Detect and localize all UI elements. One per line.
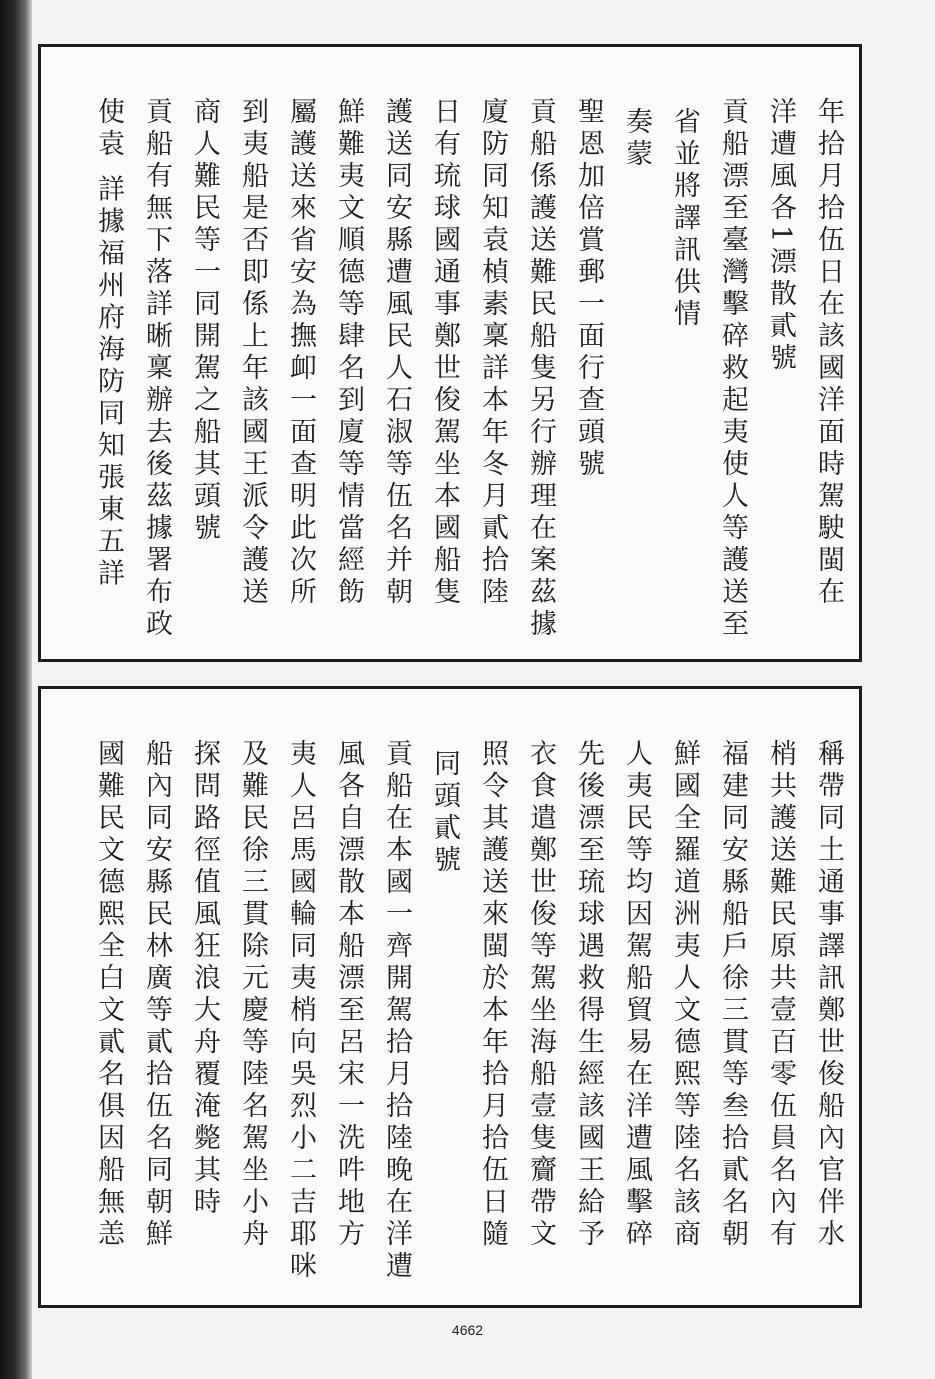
text-column: 先後漂至琉球遇救得生經該國王給予 <box>573 739 604 1251</box>
text-column: 貢船漂至臺灣擊碎救起夷使人等護送至 <box>717 97 748 641</box>
text-column: 使袁 詳據福州府海防同知張東五詳 <box>93 97 124 591</box>
text-column: 梢共護送難民原共壹百零伍員名內有 <box>765 739 796 1251</box>
text-column: 稱帶同土通事譯訊鄭世俊船內官伴水 <box>813 739 844 1251</box>
book-binding-shadow <box>0 0 32 1379</box>
text-column: 到夷船是否即係上年該國王派令護送 <box>237 97 268 609</box>
text-column: 船內同安縣民林廣等貳拾伍名同朝鮮 <box>141 739 172 1251</box>
text-column: 商人難民等一同開駕之船其頭號 <box>189 97 220 545</box>
text-column: 貢船係護送難民船隻另行辦理在案茲據 <box>525 97 556 641</box>
text-column: 省並將譯訊供情 <box>669 107 700 331</box>
text-column: 聖恩加倍賞郵一面行查頭號 <box>573 97 604 481</box>
text-column: 風各自漂散本船漂至呂宋一洗吽地方 <box>333 739 364 1251</box>
text-column: 屬護送來省安為撫卹一面查明此次所 <box>285 97 316 609</box>
text-column: 貢船在本國一齊開駕拾月拾陸晚在洋遭 <box>381 739 412 1283</box>
text-column: 人夷民等均因駕船貿易在洋遭風擊碎 <box>621 739 652 1251</box>
text-column: 奏蒙 <box>621 107 652 171</box>
text-column: 照令其護送來閩於本年拾月拾伍日隨 <box>477 739 508 1251</box>
text-column: 國難民文德熙全白文貳名俱因船無恙 <box>93 739 124 1251</box>
text-column: 及難民徐三貫除元慶等陸名駕坐小舟 <box>237 739 268 1251</box>
text-column: 廈防同知袁楨素稟詳本年冬月貳拾陸 <box>477 97 508 609</box>
text-column: 夷人呂馬國輪同夷梢向吳烈小二吉耶咪 <box>285 739 316 1283</box>
text-column: 鮮國全羅道洲夷人文德熙等陸名該商 <box>669 739 700 1251</box>
text-column: 日有琉球國通事鄭世俊駕坐本國船隻 <box>429 97 460 609</box>
text-column: 鮮難夷文順德等肆名到廈等情當經飭 <box>333 97 364 609</box>
lower-document-panel <box>38 686 862 1308</box>
page-number: 4662 <box>451 1322 484 1338</box>
text-column: 年拾月拾伍日在該國洋面時駕駛閩在 <box>813 97 844 609</box>
text-column: 探問路徑值風狂浪大舟覆淹斃其時 <box>189 739 220 1219</box>
text-column: 衣食遣鄭世俊等駕坐海船壹隻齎帶文 <box>525 739 556 1251</box>
text-column: 護送同安縣遭風民人石淑等伍名并朝 <box>381 97 412 609</box>
text-column: 貢船有無下落詳晰稟辦去後茲據署布政 <box>141 97 172 641</box>
text-column: 同頭貳號 <box>429 749 460 877</box>
upper-document-panel <box>38 44 862 662</box>
text-column: 福建同安縣船戶徐三貫等叁拾貳名朝 <box>717 739 748 1251</box>
text-column: 洋遭風各1漂散貳號 <box>765 97 796 376</box>
